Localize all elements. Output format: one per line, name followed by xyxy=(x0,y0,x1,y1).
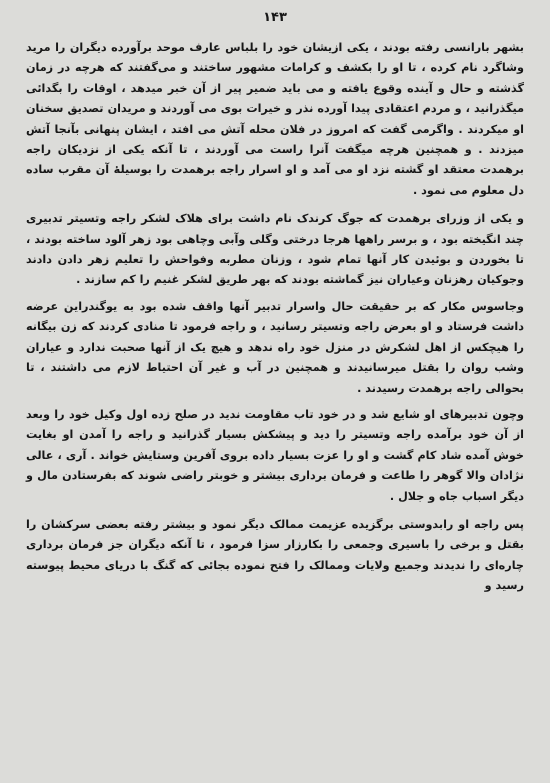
paragraph-3: وجاسوس مکار که بر حقیقت حال واسرار تدبیر آنها واقف شده بود به یوگندراین عرضه داشت فرستاد و او بعرض راجه وتسیتر رسانید ، و راجه فرمود تا منادی کردند که زن بیگانه را هیچکس از اهل لشکرش در منزل خود راه ندهد و هیچ یک از آنها صحبت ندارد و عیاران وشب روان را بقتل میرسانیدند و همچنین در آب و غیر آن احتیاط لازم می داشتند ، تا بحوالی راجه برهمدت رسیدند . xyxy=(26,299,524,395)
paragraph-1: بشهر بارانسی رفته بودند ، یکی ازیشان خود را بلباس عارف موحد برآورده دیگران را مرید وشاگرد نام کرده ، تا او را بکشف و کرامات مشهور ساختند و می‌گفتند که هرچه در زمان گذشته و حال و آینده وقوع یافته و می باید ضمیر پیر از آن خبر میدهد ، اوقات را بگدائی میگذرانید ، و مردم اعتقادی پیدا آورده نذر و خیرات بوی می آوردند و مریدان تصدیق سخنان او میکردند . واگرمی گفت که امروز در فلان محله آتش می افتد ، ایشان پنهانی بآنجا آتش میزدند . و همچنین هرچه میگفت آنرا راست می آوردند ، تا آنکه یکی از نزدیکان راجه برهمدت معتقد او گشته نزد او می آمد و او اسرار راجه برهمدت را بوسیلهٔ آن مقرب ساده دل معلوم می نمود . xyxy=(26,41,524,197)
paragraph-4: وچون تدبیرهای او شایع شد و در خود تاب مقاومت ندید در صلح زده اول وکیل خود را وبعد از آن خود برآمده راجه وتسیتر را دید و پیشکش بسیار گذرانید و راجه را آمدن او بغایت خوش آمده شاد کام گشت و او را عزت بسیار داده بروی آفرین وستایش خواند . آری ، عالی نژادان والا گوهر را طاعت و فرمان برداری بیشتر و خوبتر راضی شوند که بفرستادن مال و دیگر اسباب جاه و جلال . xyxy=(26,407,524,503)
page-number: ۱۴۳ xyxy=(263,10,287,25)
paragraph-5: پس راجه او رابدوستی برگزیده عزیمت ممالک دیگر نمود و بیشتر رفته بعضی سرکشان را بقتل و برخی را باسیری وجمعی را بکارزار سزا فرمود ، تا آنکه دیگران جز فرمان برداری چاره‌ای را ندیدند وجمیع ولایات وممالک را فتح نموده بجائی که گنگ با دریای محیط پیوسته رسید و xyxy=(26,517,524,593)
paragraph-2: و یکی از وزرای برهمدت که جوگ کرندک نام داشت برای هلاک لشکر راجه وتسیتر تدبیری چند انگیخته بود ، و برسر راهها هرجا درختی وگلی وآبی وچاهی بود زهر آلود ساخته بودند ، تا بخوردن و بوئیدن کار آنها تمام شود ، وزنان مطربه وفواحش را تعلیم زهر دادن دادند وجوکیان رهزنان وعیاران نیز گماشته بودند که بهر طریق لشکر غنیم را کم سازند . xyxy=(26,212,524,287)
